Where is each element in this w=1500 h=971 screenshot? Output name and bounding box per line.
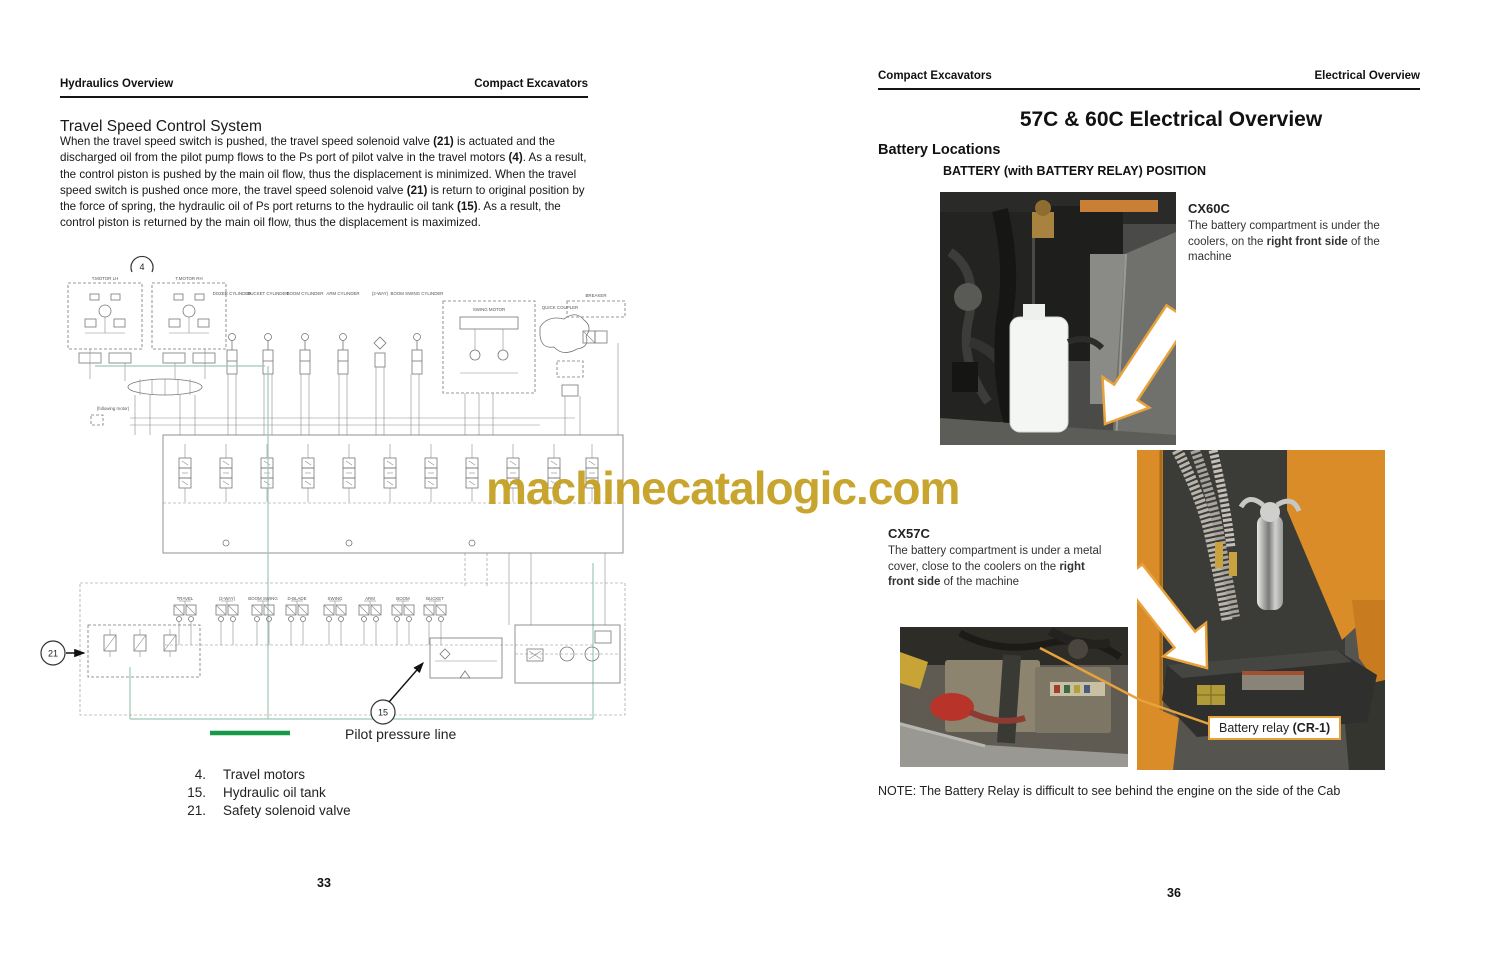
body-paragraph [60, 134, 594, 232]
cx57c-battery-photo [900, 627, 1128, 767]
legend-num: 4. [194, 767, 206, 782]
ref-4: (4) [508, 151, 523, 165]
svg-text:QUICK COUPLER: QUICK COUPLER [541, 305, 579, 310]
body-text: is actuated and the discharged oil from the pilot pump flows to the Ps port of pilot valve in the travel motors [60, 135, 555, 165]
diagram-legend-list [172, 766, 351, 820]
svg-text:T.MOTOR LH: T.MOTOR LH [91, 276, 119, 281]
travel-motor-lh [68, 276, 142, 363]
body-text: is return to original position by the force of spring, the hydraulic oil of Ps port returns to the hydraulic oil tank [60, 183, 585, 214]
body-text: When the travel speed switch is pushed, the travel speed solenoid valve [60, 135, 434, 148]
header-right-title: Compact Excavators [474, 78, 588, 90]
ref-21: (21) [406, 183, 428, 197]
callout-text: Battery relay [1219, 721, 1293, 735]
header-left-title: Hydraulics Overview [60, 78, 174, 90]
svg-text:(following motor): (following motor) [96, 406, 130, 411]
svg-text:BOOM SWING: BOOM SWING [248, 596, 278, 601]
svg-text:(2-WAY): (2-WAY) [218, 596, 236, 601]
pilot-pressure-lines [95, 366, 593, 719]
note-text: NOTE: The Battery Relay is difficult to see behind the engine on the side of the Cab [878, 784, 1341, 798]
svg-text:BREAKER: BREAKER [585, 293, 607, 298]
connector-lines [90, 343, 618, 435]
body-text: . As a result, the control piston is pushed by the main oil flow, thus the displacement is minimized. When the travel speed switch is pushed once more, the travel speed solenoid valve [60, 151, 587, 197]
header-right-title: Electrical Overview [1314, 70, 1420, 82]
svg-text:D-BLADE: D-BLADE [287, 596, 307, 601]
svg-text:ARM CYLINDER: ARM CYLINDER [326, 291, 360, 296]
pilot-line-label: Pilot pressure line [345, 726, 457, 742]
svg-text:(2-WAY): (2-WAY) [371, 291, 389, 296]
ref-21: (21) [433, 135, 454, 148]
travel-motor-rh [152, 276, 226, 363]
cx57c-heading: CX57C [888, 526, 930, 541]
section-title: Travel Speed Control System [60, 118, 262, 135]
battery-relay-callout [1208, 716, 1341, 740]
header-left-title: Compact Excavators [878, 70, 992, 82]
pilot-valve-row [165, 596, 595, 645]
callout-4 [131, 256, 153, 272]
svg-text:DOZER CYLINDER: DOZER CYLINDER [212, 291, 252, 296]
cx57c-text-seg: The battery compartment is under a metal cover, close to the coolers on the [888, 545, 1102, 573]
breaker [567, 293, 625, 343]
header-rule [878, 88, 1420, 90]
safety-solenoid-valve [88, 625, 200, 677]
svg-text:4: 4 [139, 262, 145, 272]
legend-label: Hydraulic oil tank [223, 785, 326, 800]
left-page-header [60, 78, 588, 90]
svg-text:BOOM: BOOM [396, 596, 410, 601]
body-text: . As a result, the control piston is returned by the main oil flow, thus the displacement is maximized. [60, 200, 561, 230]
battery-locations-heading: Battery Locations [878, 142, 1001, 158]
cx60c-engine-photo [940, 192, 1176, 445]
cx57c-text-seg: of the machine [940, 576, 1020, 588]
svg-text:BUCKET: BUCKET [426, 596, 444, 601]
callout-21 [41, 641, 84, 665]
watermark: machinecatalogic.com [486, 462, 960, 514]
cx60c-heading: CX60C [1188, 201, 1230, 216]
svg-text:SWING MOTOR: SWING MOTOR [472, 307, 506, 312]
legend-item [172, 802, 351, 820]
cx60c-text-seg: of the machine [1188, 235, 1380, 263]
svg-text:21: 21 [47, 648, 59, 659]
legend-item [172, 784, 351, 802]
cx57c-text [888, 544, 1112, 591]
legend-num: 15. [187, 785, 206, 800]
battery-position-heading: BATTERY (with BATTERY RELAY) POSITION [943, 164, 1206, 178]
cx60c-block [1188, 201, 1406, 266]
header-rule [60, 96, 588, 98]
svg-text:TRAVEL: TRAVEL [176, 596, 194, 601]
svg-text:BOOM CYLINDER: BOOM CYLINDER [286, 291, 324, 296]
callout-text-bold: (CR-1) [1292, 721, 1331, 735]
left-page-number: 33 [317, 876, 331, 890]
svg-text:BOOM SWING CYLINDER: BOOM SWING CYLINDER [390, 291, 444, 296]
svg-text:15: 15 [377, 707, 389, 718]
swivel-joint [128, 379, 202, 395]
legend-num: 21. [187, 803, 206, 818]
page-title: 57C & 60C Electrical Overview [1019, 108, 1323, 131]
right-page-header [878, 70, 1420, 82]
quick-coupler [540, 305, 589, 396]
svg-text:SWING: SWING [327, 596, 343, 601]
svg-text:T.MOTOR RH: T.MOTOR RH [175, 276, 203, 281]
legend-label: Safety solenoid valve [223, 803, 351, 818]
following-motor-note [91, 406, 130, 425]
cx57c-text-bold: right front side [888, 560, 1085, 588]
two-way-valve [374, 337, 386, 367]
svg-text:ARM: ARM [365, 596, 375, 601]
ref-15: (15) [456, 200, 478, 214]
cx60c-text-bold: right front side [1266, 235, 1348, 248]
actuator-row [213, 291, 444, 374]
legend-item [172, 766, 351, 784]
bank-to-pilot-lines [465, 553, 605, 625]
cx60c-text [1188, 219, 1406, 266]
legend-label: Travel motors [223, 767, 306, 782]
right-page-number: 36 [1167, 886, 1181, 900]
svg-text:BUCKET CYLINDER: BUCKET CYLINDER [247, 291, 289, 296]
cx57c-block [888, 526, 1112, 591]
swing-motor [443, 301, 535, 393]
cx60c-text-seg: The battery compartment is under the coolers, on the [1188, 220, 1380, 248]
pilot-line-legend [210, 726, 456, 742]
pump-group [515, 625, 620, 683]
